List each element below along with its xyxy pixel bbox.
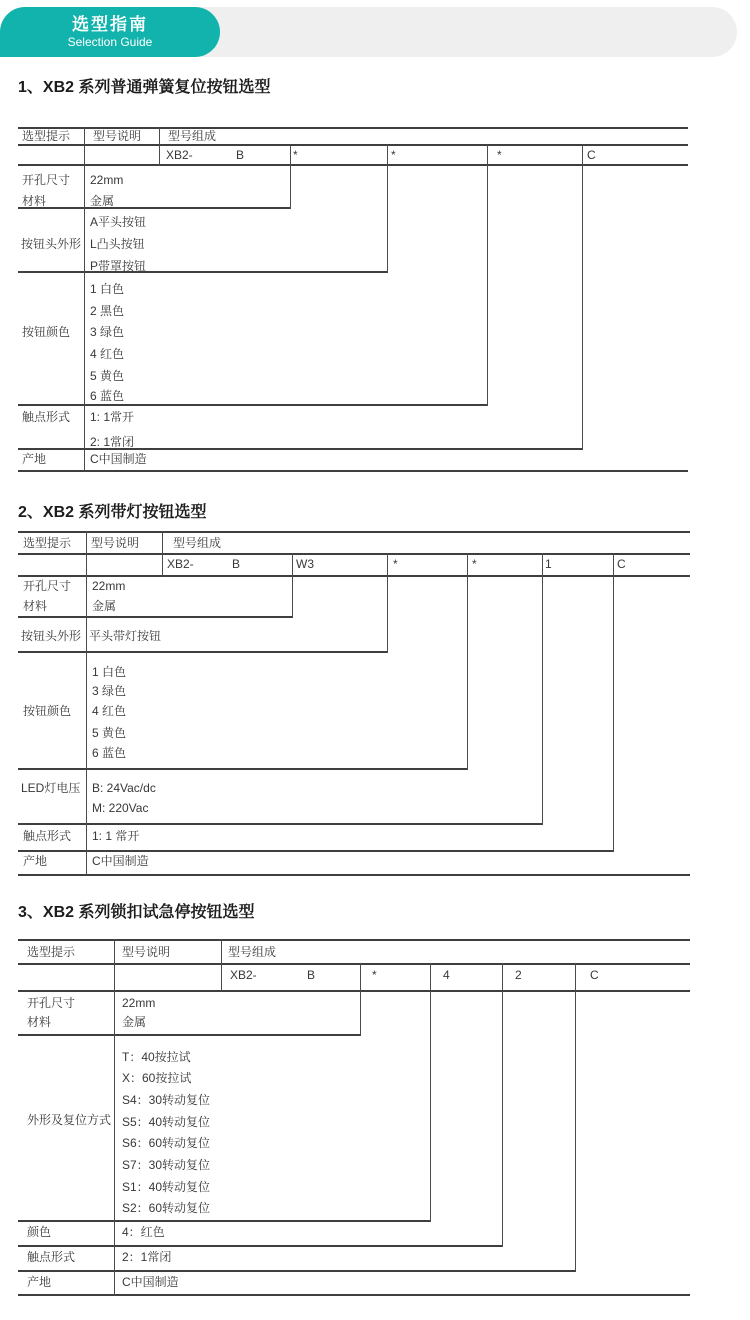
row-value: B: 24Vac/dc bbox=[92, 781, 156, 795]
row-label: 产地 bbox=[27, 1275, 52, 1289]
code-cell: C bbox=[590, 968, 599, 982]
section-title-1: 1、XB2 系列普通弹簧复位按钮选型 bbox=[18, 79, 271, 96]
row-value: T：40按拉试 bbox=[122, 1050, 191, 1064]
section-title-2: 2、XB2 系列带灯按钮选型 bbox=[18, 504, 207, 521]
v-divider bbox=[221, 939, 222, 992]
h-divider bbox=[18, 1034, 361, 1036]
row-value: 1: 1 常开 bbox=[92, 829, 140, 843]
row-value: S2：60转动复位 bbox=[122, 1201, 211, 1215]
code-cell: B bbox=[307, 968, 316, 982]
code-cell: B bbox=[232, 557, 241, 571]
row-value: 4 红色 bbox=[92, 704, 127, 718]
h-divider bbox=[18, 470, 688, 472]
row-value: 金属 bbox=[92, 599, 117, 613]
column-header: 型号说明 bbox=[91, 536, 140, 550]
code-cell: B bbox=[236, 148, 245, 162]
row-value: 1: 1常开 bbox=[90, 410, 135, 424]
column-header: 型号组成 bbox=[168, 129, 217, 143]
row-value: C中国制造 bbox=[92, 854, 149, 868]
v-divider bbox=[360, 963, 361, 1036]
row-value: 4 红色 bbox=[90, 347, 125, 361]
v-divider bbox=[502, 963, 503, 1247]
h-divider bbox=[18, 963, 690, 965]
code-cell: W3 bbox=[296, 557, 314, 571]
v-divider bbox=[542, 553, 543, 825]
selection-table-2 bbox=[18, 531, 690, 876]
column-header: 型号说明 bbox=[93, 129, 142, 143]
v-divider bbox=[467, 553, 468, 770]
h-divider bbox=[18, 1294, 690, 1296]
row-value: 金属 bbox=[122, 1015, 147, 1029]
row-label: 触点形式 bbox=[22, 410, 71, 424]
v-divider bbox=[575, 963, 576, 1272]
row-value: L凸头按钮 bbox=[90, 237, 145, 251]
row-value: P带罩按钮 bbox=[90, 259, 147, 273]
row-label: 按钮颜色 bbox=[23, 704, 72, 718]
code-cell: C bbox=[617, 557, 626, 571]
h-divider bbox=[18, 1220, 431, 1222]
column-header: 选型提示 bbox=[22, 129, 71, 143]
row-label: 产地 bbox=[23, 854, 48, 868]
row-value: 22mm bbox=[92, 579, 126, 593]
h-divider bbox=[18, 616, 293, 618]
row-value: 22mm bbox=[90, 173, 124, 187]
row-value: 22mm bbox=[122, 996, 156, 1010]
selection-guide-badge bbox=[0, 7, 220, 57]
v-divider bbox=[84, 127, 85, 472]
v-divider bbox=[387, 553, 388, 653]
row-label: 开孔尺寸 bbox=[22, 173, 71, 187]
row-label: 按钮头外形 bbox=[21, 237, 82, 251]
code-cell: * bbox=[372, 968, 377, 982]
row-label: 开孔尺寸 bbox=[27, 996, 76, 1010]
code-cell: * bbox=[497, 148, 502, 162]
v-divider bbox=[290, 144, 291, 209]
row-label: 颜色 bbox=[27, 1225, 52, 1239]
code-cell: 4 bbox=[443, 968, 450, 982]
v-divider bbox=[86, 531, 87, 876]
row-value: 6 蓝色 bbox=[92, 746, 127, 760]
column-header: 型号说明 bbox=[122, 945, 171, 959]
row-value: S6：60转动复位 bbox=[122, 1136, 211, 1150]
code-cell: C bbox=[587, 148, 596, 162]
h-divider bbox=[18, 144, 688, 146]
code-cell: XB2- bbox=[230, 968, 257, 982]
code-cell: 1 bbox=[545, 557, 552, 571]
row-value: S7：30转动复位 bbox=[122, 1158, 211, 1172]
column-header: 型号组成 bbox=[228, 945, 277, 959]
h-divider bbox=[18, 990, 690, 992]
row-value: 5 黄色 bbox=[92, 726, 127, 740]
h-divider bbox=[18, 1270, 576, 1272]
row-label: 触点形式 bbox=[23, 829, 72, 843]
h-divider bbox=[18, 939, 690, 941]
v-divider bbox=[487, 144, 488, 406]
row-label: 外形及复位方式 bbox=[27, 1113, 112, 1127]
h-divider bbox=[18, 874, 690, 876]
row-value: 4：红色 bbox=[122, 1225, 165, 1239]
row-label: 材料 bbox=[27, 1015, 52, 1029]
row-value: 2：1常闭 bbox=[122, 1250, 172, 1264]
h-divider bbox=[18, 404, 488, 406]
row-value: 3 绿色 bbox=[90, 325, 125, 339]
row-value: S5：40转动复位 bbox=[122, 1115, 211, 1129]
row-value: 平头带灯按钮 bbox=[89, 629, 162, 643]
row-value: 1 白色 bbox=[90, 282, 125, 296]
column-header: 选型提示 bbox=[23, 536, 72, 550]
v-divider bbox=[613, 553, 614, 852]
code-cell: * bbox=[391, 148, 396, 162]
row-value: 2 黑色 bbox=[90, 304, 125, 318]
v-divider bbox=[430, 963, 431, 1222]
h-divider bbox=[18, 651, 388, 653]
row-label: 开孔尺寸 bbox=[23, 579, 72, 593]
row-label: LED灯电压 bbox=[21, 781, 81, 795]
badge-title: 选型指南 bbox=[72, 15, 148, 34]
row-value: X：60按拉试 bbox=[122, 1071, 192, 1085]
row-value: S4：30转动复位 bbox=[122, 1093, 211, 1107]
code-cell: * bbox=[393, 557, 398, 571]
row-value: S1：40转动复位 bbox=[122, 1180, 211, 1194]
row-value: M: 220Vac bbox=[92, 801, 149, 815]
v-divider bbox=[159, 127, 160, 166]
row-value: 3 绿色 bbox=[92, 684, 127, 698]
row-label: 按钮颜色 bbox=[22, 325, 71, 339]
v-divider bbox=[162, 531, 163, 577]
h-divider bbox=[18, 1245, 503, 1247]
column-header: 选型提示 bbox=[27, 945, 76, 959]
code-cell: * bbox=[472, 557, 477, 571]
h-divider bbox=[18, 207, 291, 209]
row-value: 金属 bbox=[90, 194, 115, 208]
h-divider bbox=[18, 531, 690, 533]
v-divider bbox=[387, 144, 388, 273]
row-value: 5 黄色 bbox=[90, 369, 125, 383]
row-label: 材料 bbox=[23, 599, 48, 613]
code-cell: 2 bbox=[515, 968, 522, 982]
row-value: 6 蓝色 bbox=[90, 389, 125, 403]
row-label: 按钮头外形 bbox=[21, 629, 82, 643]
h-divider bbox=[18, 553, 690, 555]
badge-subtitle: Selection Guide bbox=[67, 35, 153, 49]
row-label: 触点形式 bbox=[27, 1250, 76, 1264]
section-title-3: 3、XB2 系列锁扣试急停按钮选型 bbox=[18, 904, 255, 921]
h-divider bbox=[18, 164, 688, 166]
selection-table-1 bbox=[18, 127, 688, 472]
column-header: 型号组成 bbox=[173, 536, 222, 550]
v-divider bbox=[582, 144, 583, 450]
selection-table-3 bbox=[18, 939, 690, 1296]
code-cell: * bbox=[293, 148, 298, 162]
code-cell: XB2- bbox=[167, 557, 194, 571]
row-label: 材料 bbox=[22, 194, 47, 208]
row-value: 2: 1常闭 bbox=[90, 435, 135, 449]
code-cell: XB2- bbox=[166, 148, 193, 162]
v-divider bbox=[114, 939, 115, 1296]
row-value: 1 白色 bbox=[92, 665, 127, 679]
row-label: 产地 bbox=[22, 452, 47, 466]
row-value: A平头按钮 bbox=[90, 215, 147, 229]
row-value: C中国制造 bbox=[122, 1275, 179, 1289]
v-divider bbox=[292, 553, 293, 618]
h-divider bbox=[18, 271, 388, 273]
row-value: C中国制造 bbox=[90, 452, 147, 466]
